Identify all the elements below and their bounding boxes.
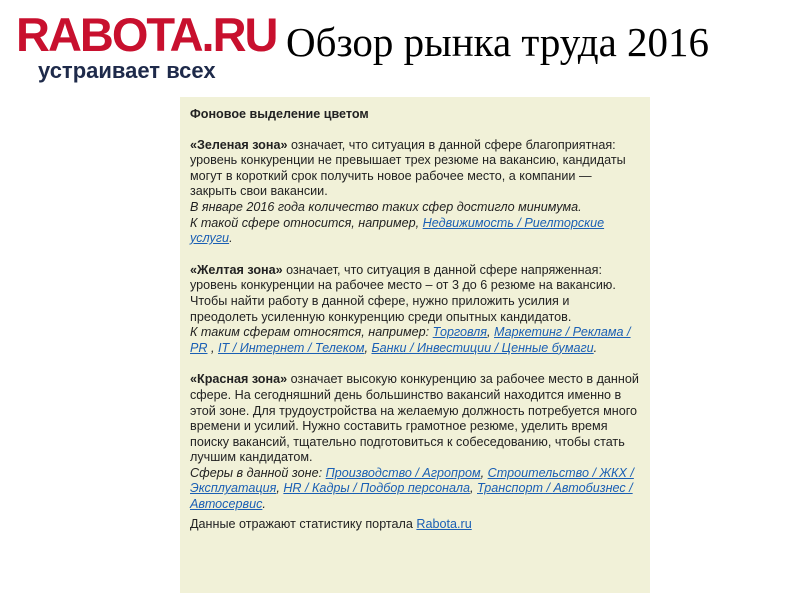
zone-yellow-text: означает, что ситуация в данной сфере напряженная: уровень конкуренции на рабочее место – от 3 до 6 резюме на вакансию. Чтобы найти работу в данной сфере, нужно приложить усилия и преодолеть усиленную конкуренцию среди опытных кандидатов.	[190, 262, 616, 324]
link-construction[interactable]: Строительство / ЖКХ / Эксплуатация	[190, 465, 634, 496]
panel-footer	[190, 517, 640, 533]
zone-red-description	[190, 372, 640, 466]
link-transport[interactable]: Транспорт / Автобизнес / Автосервис	[190, 481, 633, 512]
footer-text: Данные отражают статистику портала	[190, 516, 417, 531]
zone-yellow-examples: К таким сферам относятся, например: Торговля, Маркетинг / Реклама / PR , IT / Интернет / Телеком, Банки / Инвестиции / Ценные бумаги.	[190, 325, 631, 355]
zone-yellow-name: «Желтая зона»	[190, 262, 283, 277]
slide-title: Обзор рынка труда 2016	[286, 19, 710, 65]
zone-red-text: означает высокую конкуренцию за рабочее место в данной сфере. На сегодняшний день большинство вакансий находится именно в этой зоне. Для трудоустройства на желаемую должность потребуется много времени и усилий. Нужно составить грамотное резюме, уделить время поиску вакансий, тщательно подготовиться к собеседованию, чтобы стать лучшим кандидатом.	[190, 372, 639, 465]
zone-green-examples: К такой сфере относится, например, Недвижимость / Риелторские услуги.	[190, 215, 605, 246]
link-hr[interactable]: HR / Кадры / Подбор персонала	[283, 481, 470, 496]
link-real-estate[interactable]: Недвижимость / Риелторские услуги	[190, 215, 605, 246]
zone-red-name: «Красная зона»	[190, 372, 288, 387]
zone-red-examples: Сферы в данной зоне: Производство / Агропром, Строительство / ЖКХ / Эксплуатация, HR / Кадры / Подбор персонала, Транспорт / Автобизнес / Автосервис.	[190, 465, 634, 512]
zone-green-examples-intro: К такой сфере относится, например,	[190, 215, 423, 230]
logo-tagline: устраивает всех	[38, 58, 216, 83]
link-it[interactable]: IT / Интернет / Телеком	[218, 340, 365, 355]
zone-red	[190, 372, 640, 512]
zone-yellow-description	[190, 263, 640, 325]
rabota-logo[interactable]	[16, 8, 277, 84]
zone-green-text: означает, что ситуация в данной сфере благоприятная: уровень конкуренции не превышает трех резюме на вакансию, кандидаты могут в короткий срок получить новое рабочее место, а компании — закрыть свои вакансии.	[190, 137, 626, 199]
zone-green-note: В январе 2016 года количество таких сфер достигло минимума.	[190, 199, 582, 214]
link-trade[interactable]: Торговля	[432, 325, 488, 340]
zone-green	[190, 138, 640, 247]
link-production[interactable]: Производство / Агропром	[325, 465, 481, 480]
link-banks[interactable]: Банки / Инвестиции / Ценные бумаги	[371, 340, 594, 355]
link-marketing[interactable]: Маркетинг / Реклама / PR	[190, 325, 631, 355]
zone-green-name: «Зеленая зона»	[190, 137, 288, 152]
panel-heading: Фоновое выделение цветом	[190, 107, 369, 121]
color-zones-panel	[180, 97, 650, 593]
zone-yellow	[190, 263, 640, 357]
zone-yellow-examples-intro: К таким сферам относятся, например:	[190, 325, 433, 340]
footer-rabota-link[interactable]: Rabota.ru	[416, 516, 472, 531]
logo-brand: RABOTA.RU	[16, 8, 277, 61]
zone-green-description	[190, 138, 640, 200]
zone-red-examples-intro: Сферы в данной зоне:	[190, 465, 326, 480]
